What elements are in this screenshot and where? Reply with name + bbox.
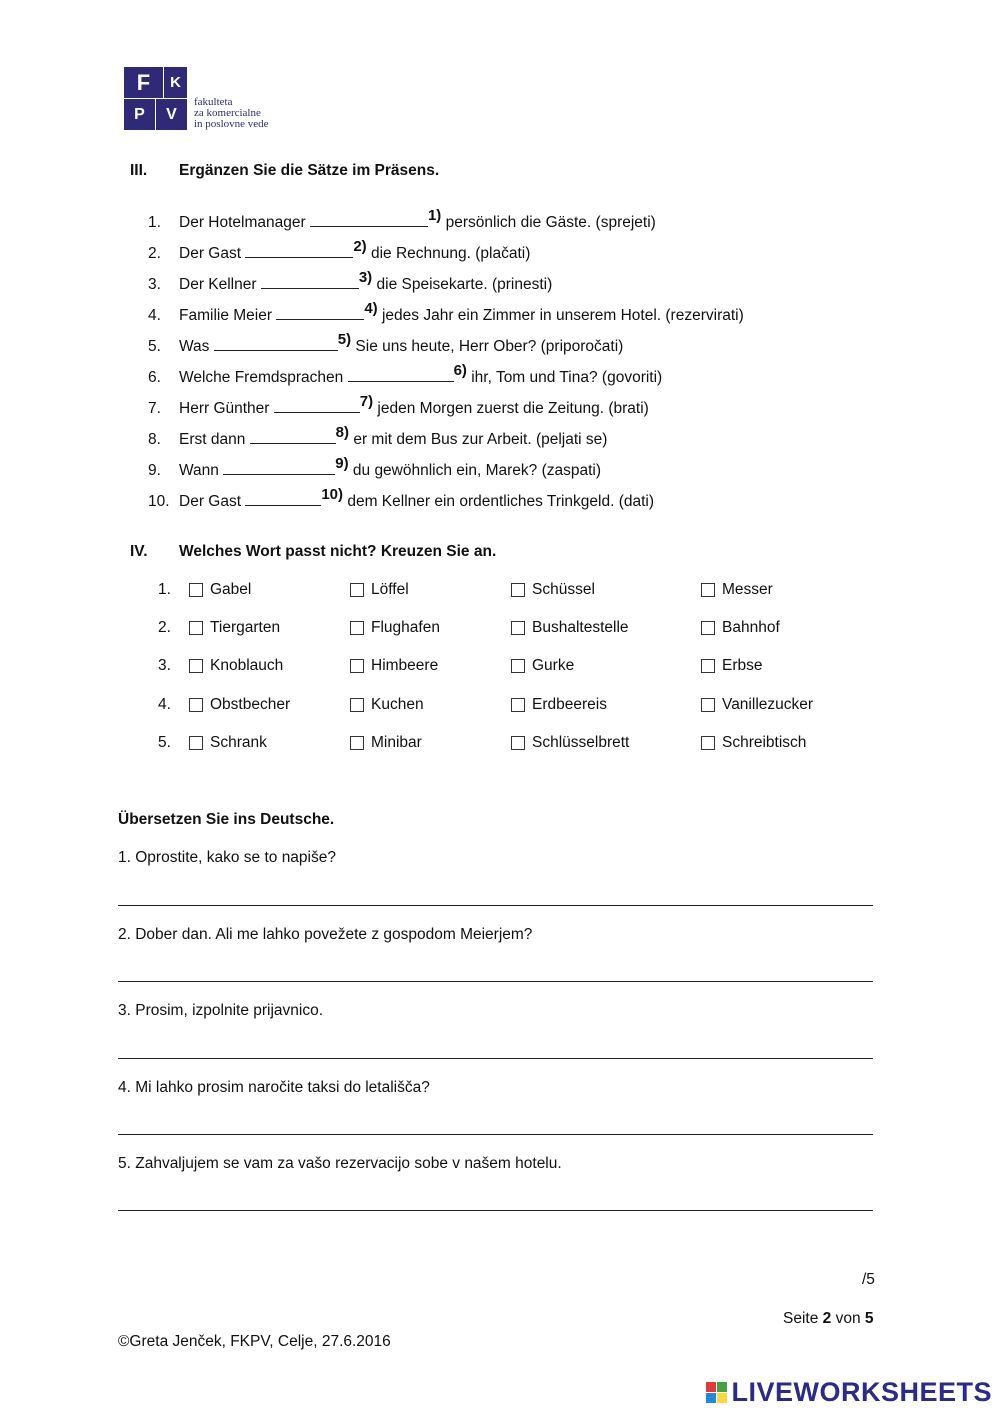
item-text-before: Welche Fremdsprachen [179,369,344,386]
option-messer[interactable] [701,581,773,599]
exercise-row [148,455,602,480]
option-label: Bushaltestelle [532,619,629,636]
option-label: Schlüsselbrett [532,734,630,751]
item-text-after: Sie uns heute, Herr Ober? (priporočati) [355,338,624,355]
option-label: Himbeere [371,657,439,674]
exercise-row [148,238,531,263]
lw-square [717,1382,727,1392]
option-loeffel[interactable] [350,581,409,599]
checkbox[interactable] [701,736,715,750]
item-text-before: Der Gast [179,245,242,262]
item-text-after: jedes Jahr ein Zimmer in unserem Hotel. (rezervirati) [381,307,744,324]
fkpv-logo [124,67,294,135]
item-text-after: dem Kellner ein ordentliches Trinkgeld. (dati) [347,493,655,510]
section-iv-numeral: IV. [130,543,148,560]
option-label: Tiergarten [210,619,281,636]
answer-blank[interactable] [250,429,336,444]
checkbox[interactable] [701,698,715,712]
exercise-row [148,424,608,449]
option-label: Schreibtisch [722,734,807,751]
item-text-after: die Rechnung. (plačati) [370,245,531,262]
logo-letter-k: K [164,67,187,98]
item-text-before: Erst dann [179,431,246,448]
item-text-before: Familie Meier [179,307,273,324]
checkbox[interactable] [511,698,525,712]
option-knoblauch[interactable] [189,657,283,675]
item-text-before: Der Kellner [179,276,257,293]
answer-blank[interactable] [223,460,335,475]
checkbox[interactable] [701,659,715,673]
option-himbeere[interactable] [350,657,438,675]
item-text-before: Was [179,338,210,355]
checkbox[interactable] [350,621,364,635]
option-erbse[interactable] [701,657,763,675]
option-obstbecher[interactable] [189,696,290,714]
option-schuessel[interactable] [511,581,595,599]
translation-answer-line[interactable] [118,905,873,906]
option-label: Bahnhof [722,619,780,636]
answer-blank[interactable] [276,305,364,320]
translation-sentence: 2. Dober dan. Ali me lahko povežete z gospodom Meierjem? [118,926,533,943]
translation-title: Übersetzen Sie ins Deutsche. [118,811,335,828]
row-number: 4. [158,696,171,713]
exercise-row [148,486,655,511]
checkbox[interactable] [701,621,715,635]
translation-answer-line[interactable] [118,1134,873,1135]
translation-sentence: 4. Mi lahko prosim naročite taksi do letališča? [118,1079,430,1096]
checkbox[interactable] [511,736,525,750]
logo-wordmark [194,97,269,130]
option-label: Schüssel [532,581,595,598]
blank-marker: 10) [321,486,344,503]
row-number: 5. [158,734,171,751]
item-number: 5. [148,338,161,355]
answer-blank[interactable] [214,336,338,351]
item-text-after: ihr, Tom und Tina? (govoriti) [471,369,663,386]
exercise-row [148,300,744,325]
lw-square [706,1382,716,1392]
item-text-before: Der Gast [179,493,242,510]
option-label: Gabel [210,581,252,598]
item-number: 6. [148,369,161,386]
lw-square [706,1393,716,1403]
exercise-row [148,362,663,387]
section-iii-numeral: III. [130,162,148,179]
option-label: Kuchen [371,696,424,713]
item-number: 10. [148,493,170,510]
checkbox[interactable] [189,698,203,712]
row-number: 2. [158,619,171,636]
logo-letter-f: F [124,67,163,98]
logo-line: za komercialne [194,107,261,119]
answer-blank[interactable] [310,212,428,227]
page-current: 2 [822,1310,832,1327]
option-flughafen[interactable] [350,619,440,637]
checkbox[interactable] [189,583,203,597]
checkbox-row [150,657,870,681]
option-label: Obstbecher [210,696,291,713]
section-iv-title: Welches Wort passt nicht? Kreuzen Sie an. [179,543,497,560]
item-number: 9. [148,462,161,479]
option-label: Schrank [210,734,267,751]
lw-square [717,1393,727,1403]
option-label: Minibar [371,734,422,751]
option-kuchen[interactable] [350,696,424,714]
translation-sentence: 3. Prosim, izpolnite prijavnico. [118,1002,324,1019]
checkbox[interactable] [511,621,525,635]
blank-marker: 2) [353,238,367,255]
checkbox[interactable] [350,698,364,712]
item-number: 4. [148,307,161,324]
checkbox[interactable] [511,659,525,673]
checkbox[interactable] [511,583,525,597]
option-bushaltestelle[interactable] [511,619,629,637]
answer-blank[interactable] [261,274,359,289]
blank-marker: 5) [337,331,352,348]
translation-sentence: 5. Zahvaljujem se vam za vašo rezervacijo sobe v našem hotelu. [118,1155,562,1172]
option-label: Löffel [371,581,409,598]
option-schreibtisch[interactable] [701,734,806,752]
blank-marker: 6) [453,362,467,379]
option-label: Erdbeereis [532,696,607,713]
exercise-row [148,331,624,356]
option-schluesselbrett[interactable] [511,734,629,752]
checkbox-row [150,581,870,605]
answer-blank[interactable] [274,398,360,413]
liveworksheets-badge [706,1377,992,1408]
blank-marker: 1) [427,207,442,224]
section-iii-title: Ergänzen Sie die Sätze im Präsens. [179,162,440,179]
checkbox[interactable] [189,736,203,750]
checkbox[interactable] [350,583,364,597]
item-text-after: jeden Morgen zuerst die Zeitung. (brati) [377,400,649,417]
option-gurke[interactable] [511,657,574,675]
copyright-notice: ©Greta Jenček, FKPV, Celje, 27.6.2016 [118,1333,391,1350]
item-number: 7. [148,400,161,417]
liveworksheets-icon [706,1382,727,1403]
blank-marker: 8) [335,424,350,441]
item-number: 2. [148,245,161,262]
option-label: Flughafen [371,619,440,636]
blank-marker: 4) [364,300,378,317]
logo-letter-v: V [156,99,187,130]
checkbox-row [150,734,870,758]
option-label: Erbse [722,657,763,674]
page-middle: von [831,1310,865,1327]
checkbox[interactable] [189,621,203,635]
item-text-before: Der Hotelmanager [179,214,306,231]
logo-letter-p: P [124,99,155,130]
blank-marker: 3) [358,269,373,286]
item-number: 1. [148,214,161,231]
translation-answer-line[interactable] [118,1210,873,1211]
translation-answer-line[interactable] [118,1058,873,1059]
item-text-after: er mit dem Bus zur Arbeit. (peljati se) [353,431,608,448]
answer-blank[interactable] [348,367,454,382]
option-vanillezucker[interactable] [701,696,813,714]
row-number: 1. [158,581,171,598]
logo-line: in poslovne vede [194,118,269,130]
blank-marker: 9) [335,455,349,472]
logo-line: fakulteta [194,96,233,108]
liveworksheets-wordmark: LIVEWORKSHEETS [731,1377,992,1407]
item-text-after: die Speisekarte. (prinesti) [376,276,553,293]
item-number: 8. [148,431,161,448]
answer-blank[interactable] [245,243,353,258]
option-tiergarten[interactable] [189,619,280,637]
page-number [783,1310,874,1328]
answer-blank[interactable] [245,491,321,506]
option-erdbeereis[interactable] [511,696,607,714]
translation-sentence: 1. Oprostite, kako se to napiše? [118,849,336,866]
exercise-row [148,207,656,232]
checkbox-row [150,619,870,643]
option-minibar[interactable] [350,734,422,752]
score-total: /5 [862,1271,875,1288]
item-text-before: Wann [179,462,219,479]
translation-answer-line[interactable] [118,981,873,982]
checkbox-row [150,696,870,720]
item-text-after: persönlich die Gäste. (sprejeti) [445,214,656,231]
checkbox[interactable] [701,583,715,597]
item-number: 3. [148,276,161,293]
option-label: Knoblauch [210,657,284,674]
item-text-after: du gewöhnlich ein, Marek? (zaspati) [352,462,602,479]
page-prefix: Seite [783,1310,823,1327]
checkbox[interactable] [350,736,364,750]
option-label: Vanillezucker [722,696,814,713]
item-text-before: Herr Günther [179,400,270,417]
blank-marker: 7) [359,393,374,410]
page-total: 5 [864,1310,874,1327]
option-schrank[interactable] [189,734,267,752]
row-number: 3. [158,657,171,674]
checkbox[interactable] [350,659,364,673]
option-label: Messer [722,581,773,598]
exercise-row [148,269,553,294]
option-gabel[interactable] [189,581,251,599]
option-label: Gurke [532,657,575,674]
option-bahnhof[interactable] [701,619,780,637]
exercise-row [148,393,649,418]
checkbox[interactable] [189,659,203,673]
